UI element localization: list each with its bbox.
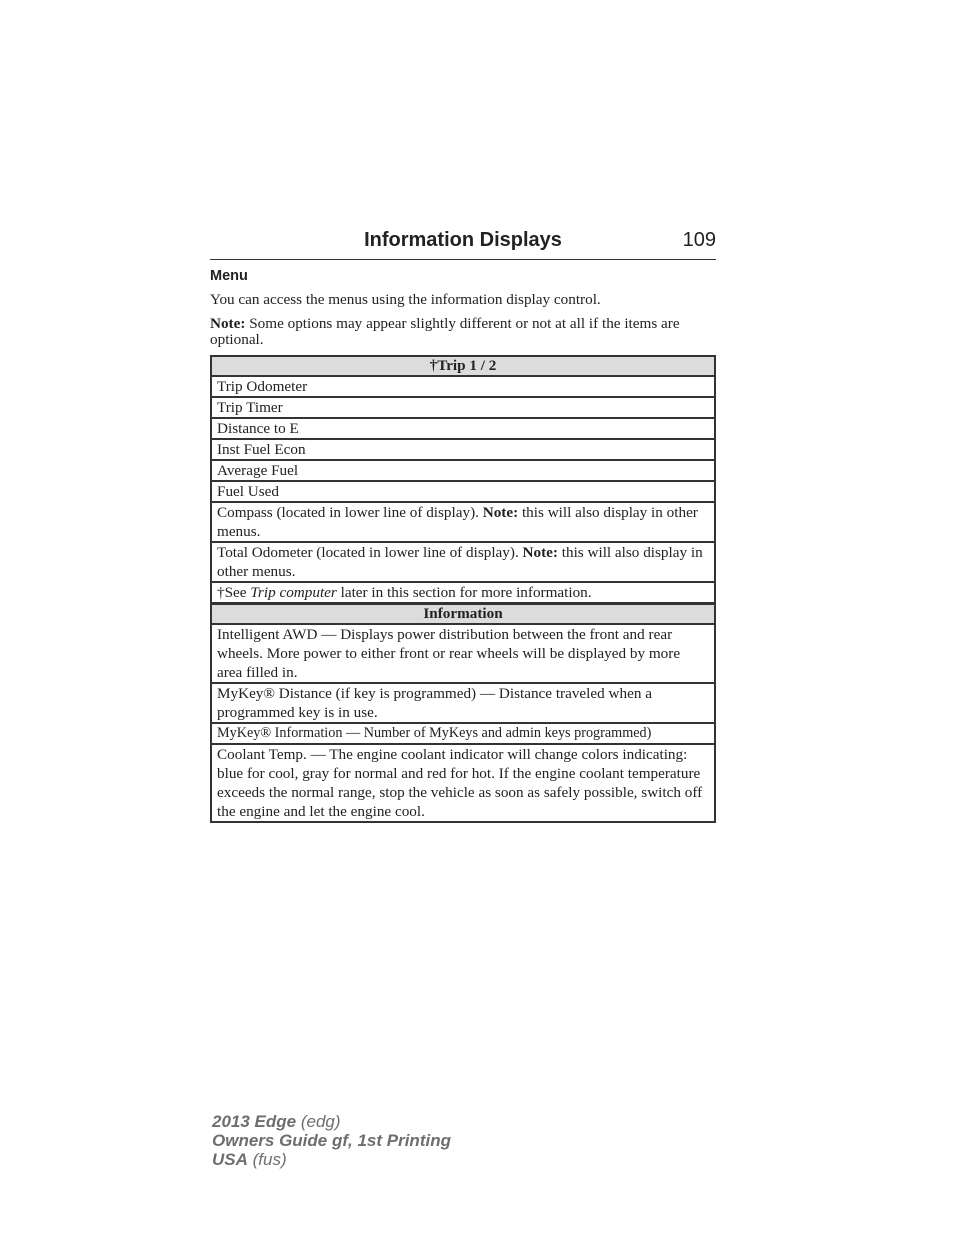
- footer-market-code: (fus): [247, 1150, 287, 1169]
- note-paragraph: [210, 316, 716, 348]
- footer-model-code: (edg): [296, 1112, 341, 1131]
- compass-text: Compass (located in lower line of display).: [217, 504, 483, 521]
- compass-note-label: Note:: [482, 504, 519, 521]
- footer-guide: Owners Guide gf, 1st Printing: [212, 1131, 451, 1150]
- page-number: 109: [682, 229, 716, 251]
- information-table: [210, 603, 716, 823]
- footer-line-1: [212, 1112, 451, 1131]
- footnote-reference: Trip computer: [250, 584, 337, 601]
- table-row: Coolant Temp. — The engine coolant indicator will change colors indicating: blue for cool, gray for normal and red for hot. If the engine coolant temperature exceeds the normal range, stop the vehicle as soon as safely possible, switch off the engine and let the engine cool.: [211, 744, 715, 822]
- table-row: Average Fuel: [211, 460, 715, 481]
- note-label: Note:: [210, 315, 246, 332]
- table-row: MyKey® Information — Number of MyKeys and admin keys programmed): [211, 723, 715, 744]
- page-title: Information Displays: [364, 229, 562, 251]
- table-row: Trip Odometer: [211, 376, 715, 397]
- table-row-compass: [211, 502, 715, 542]
- total-odometer-note-text: this will also display in other menus.: [217, 544, 703, 580]
- table-row: MyKey® Distance (if key is programmed) — Distance traveled when a programmed key is in use.: [211, 683, 715, 723]
- table-footnote: [211, 582, 715, 603]
- compass-note-text: this will also display in other menus.: [217, 504, 698, 540]
- table-row: Intelligent AWD — Displays power distribution between the front and rear wheels. More power to either front or rear wheels will be displayed by more area filled in.: [211, 624, 715, 683]
- table-row: Inst Fuel Econ: [211, 439, 715, 460]
- table-row: Fuel Used: [211, 481, 715, 502]
- footnote-prefix: †See: [217, 584, 251, 601]
- information-table-header: Information: [211, 604, 715, 624]
- footnote-suffix: later in this section for more information.: [336, 584, 592, 601]
- trip-menu-table: [210, 355, 716, 604]
- page-header: [210, 229, 716, 260]
- footer-model: 2013 Edge: [212, 1112, 297, 1131]
- footer-market: USA: [212, 1150, 248, 1169]
- table-row-total-odometer: [211, 542, 715, 582]
- footer-line-2: [212, 1131, 451, 1150]
- total-odometer-note-label: Note:: [522, 544, 558, 561]
- total-odometer-text: Total Odometer (located in lower line of display).: [217, 544, 523, 561]
- trip-table-header: †Trip 1 / 2: [211, 356, 715, 376]
- section-heading: Menu: [210, 268, 248, 284]
- table-row: Trip Timer: [211, 397, 715, 418]
- table-row: Distance to E: [211, 418, 715, 439]
- note-text: Some options may appear slightly different or not at all if the items are optional.: [210, 315, 680, 348]
- intro-paragraph: You can access the menus using the information display control.: [210, 291, 601, 308]
- page-footer: [212, 1112, 451, 1169]
- footer-line-3: [212, 1150, 451, 1169]
